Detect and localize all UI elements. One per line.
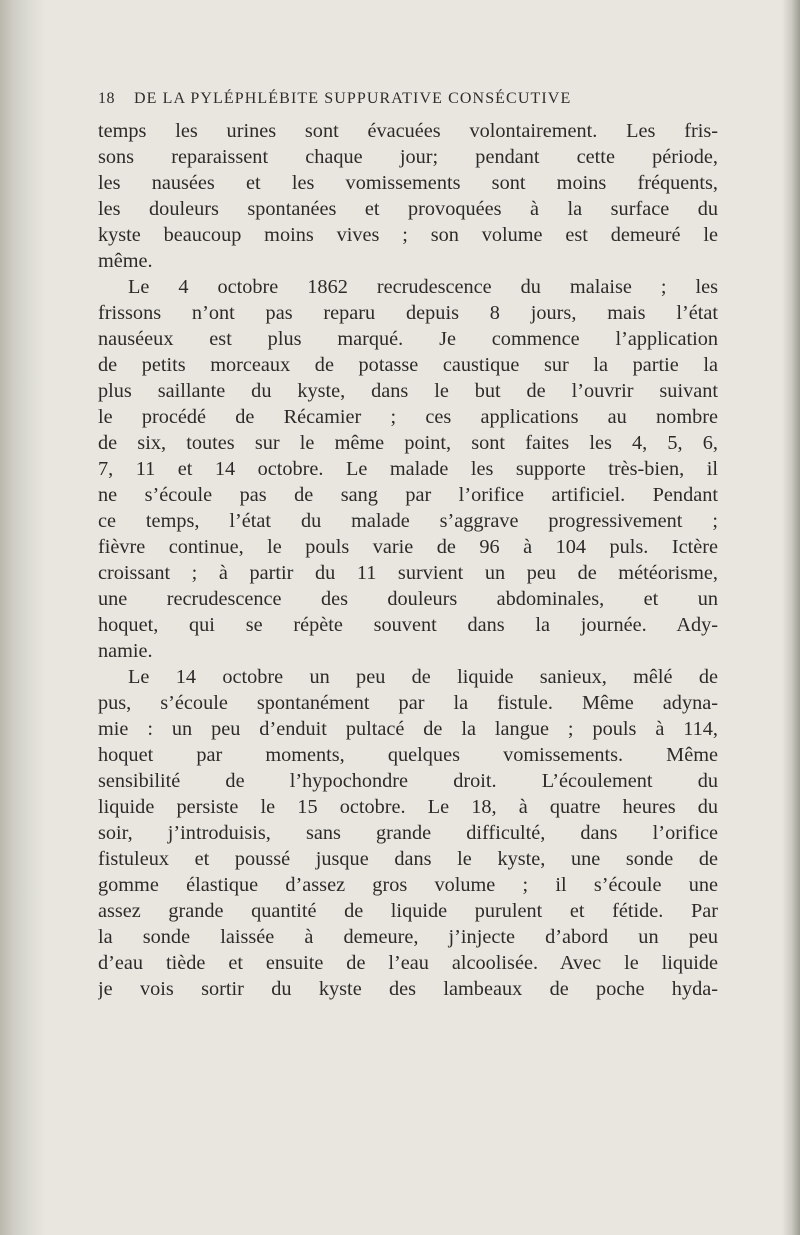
text-line: soir, j’introduisis, sans grande difficulté, dans l’orifice [98,822,718,844]
text-line: temps les urines sont évacuées volontairement. Les fris- [98,120,718,142]
text-line: je vois sortir du kyste des lambeaux de poche hyda- [98,978,718,1000]
text-line: Le 14 octobre un peu de liquide sanieux, mêlé de [128,666,718,688]
text-line: Le 4 octobre 1862 recrudescence du malaise ; les [128,276,718,298]
text-line: hoquet, qui se répète souvent dans la journée. Ady- [98,614,718,636]
text-line: gomme élastique d’assez gros volume ; il s’écoule une [98,874,718,896]
text-line: croissant ; à partir du 11 survient un peu de météorisme, [98,562,718,584]
text-line: sons reparaissent chaque jour; pendant cette période, [98,146,718,168]
text-line: les nausées et les vomissements sont moins fréquents, [98,172,718,194]
text-line: fièvre continue, le pouls varie de 96 à 104 puls. Ictère [98,536,718,558]
text-line: d’eau tiède et ensuite de l’eau alcoolisée. Avec le liquide [98,952,718,974]
text-line: de petits morceaux de potasse caustique sur la partie la [98,354,718,376]
page-number: 18 [98,90,115,107]
text-line: assez grande quantité de liquide purulent et fétide. Par [98,900,718,922]
page-edge-shadow [782,0,800,1235]
text-line: la sonde laissée à demeure, j’injecte d’abord un peu [98,926,718,948]
text-line: de six, toutes sur le même point, sont faites les 4, 5, 6, [98,432,718,454]
text-line: les douleurs spontanées et provoquées à la surface du [98,198,718,220]
text-line: fistuleux et poussé jusque dans le kyste, une sonde de [98,848,718,870]
text-line: le procédé de Récamier ; ces applications au nombre [98,406,718,428]
text-line: ne s’écoule pas de sang par l’orifice artificiel. Pendant [98,484,718,506]
text-line: même. [98,250,153,272]
text-line: hoquet par moments, quelques vomissements. Même [98,744,718,766]
text-line: nauséeux est plus marqué. Je commence l’application [98,328,718,350]
text-line: kyste beaucoup moins vives ; son volume est demeuré le [98,224,718,246]
running-header [98,90,718,114]
text-line: pus, s’écoule spontanément par la fistule. Même adyna- [98,692,718,714]
text-line: sensibilité de l’hypochondre droit. L’écoulement du [98,770,718,792]
text-line: mie : un peu d’enduit pultacé de la langue ; pouls à 114, [98,718,718,740]
page-binding-shadow [0,0,46,1235]
text-line: liquide persiste le 15 octobre. Le 18, à quatre heures du [98,796,718,818]
body-text [98,118,718,1002]
text-line: frissons n’ont pas reparu depuis 8 jours, mais l’état [98,302,718,324]
text-line: une recrudescence des douleurs abdominales, et un [98,588,718,610]
text-line: plus saillante du kyste, dans le but de l’ouvrir suivant [98,380,718,402]
running-title: DE LA PYLÉPHLÉBITE SUPPURATIVE CONSÉCUTIVE [134,90,572,107]
text-line: ce temps, l’état du malade s’aggrave progressivement ; [98,510,718,532]
text-line: 7, 11 et 14 octobre. Le malade les supporte très-bien, il [98,458,718,480]
text-line: namie. [98,640,153,662]
